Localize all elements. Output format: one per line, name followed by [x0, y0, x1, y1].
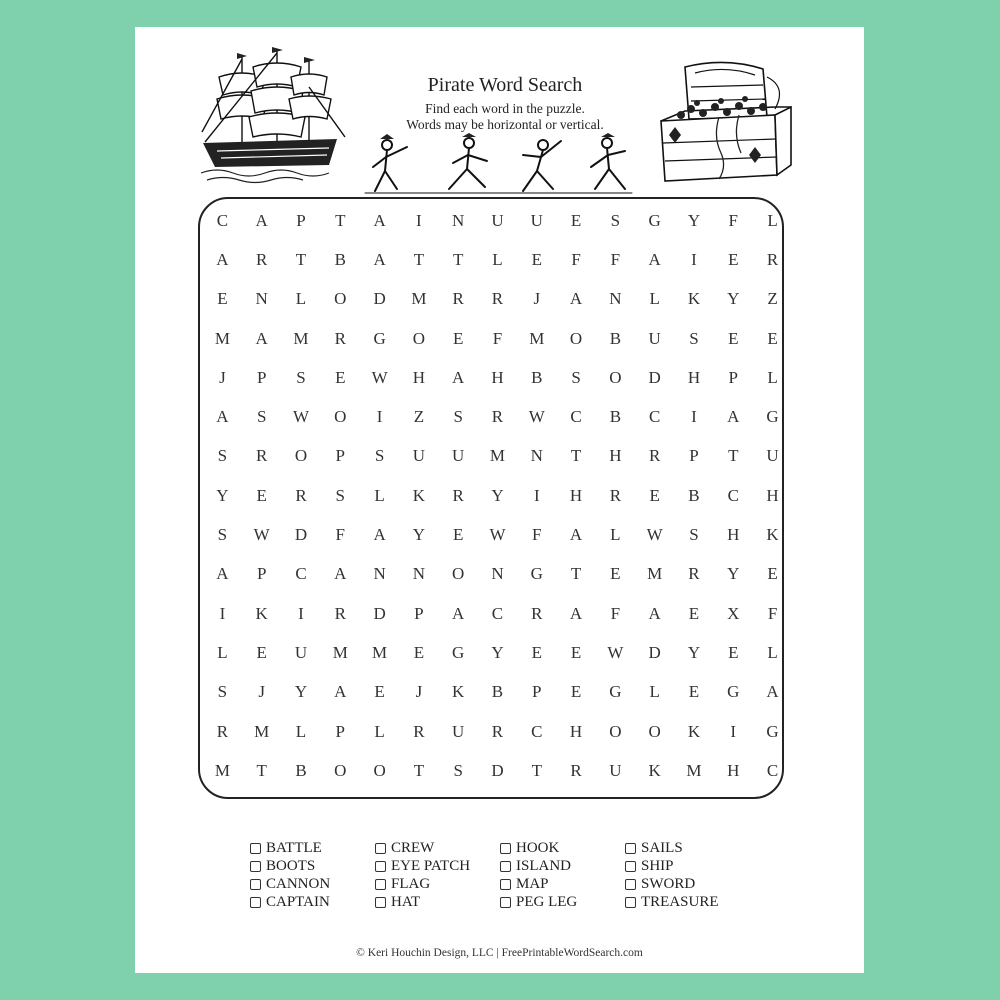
grid-cell: F [728, 210, 739, 230]
grid-cell: B [688, 485, 701, 505]
checkbox-icon[interactable] [500, 879, 511, 890]
grid-cell: A [569, 603, 583, 623]
grid-cell: F [492, 328, 503, 348]
checkbox-icon[interactable] [375, 861, 386, 872]
instructions-line-1: Find each word in the puzzle. [425, 101, 585, 116]
grid-cell: E [452, 525, 464, 545]
grid-cell: A [648, 249, 662, 269]
grid-cell: R [531, 603, 543, 623]
grid-cell: E [413, 642, 425, 662]
checkbox-icon[interactable] [625, 897, 636, 908]
grid-cell: U [648, 328, 662, 348]
grid-cell: I [376, 407, 383, 427]
grid-cell: W [489, 525, 506, 545]
grid-cell: L [374, 485, 386, 505]
grid-cell: I [730, 721, 737, 741]
grid-cell: L [295, 721, 307, 741]
grid-cell: A [255, 328, 269, 348]
grid-cell: O [609, 367, 622, 387]
grid-cell: P [256, 564, 267, 584]
grid-cell: S [453, 760, 464, 780]
grid-cell: F [532, 525, 542, 545]
treasure-chest-icon [655, 57, 795, 187]
grid-cell: T [335, 210, 346, 230]
grid-cell: E [217, 289, 229, 309]
grid-cell: W [253, 525, 271, 545]
grid-cell: Y [412, 525, 426, 545]
grid-cell: Y [687, 642, 701, 662]
grid-cell: R [766, 249, 779, 269]
grid-cell: K [687, 721, 701, 741]
grid-cell: B [531, 367, 543, 387]
grid-cell: Y [727, 289, 740, 309]
grid-cell: F [610, 603, 621, 623]
grid-cell: N [255, 289, 269, 309]
grid-cell: R [295, 485, 308, 505]
grid-cell: M [214, 328, 231, 348]
grid-cell: F [767, 603, 778, 623]
checkbox-icon[interactable] [250, 897, 261, 908]
grid-cell: E [688, 603, 700, 623]
grid-cell: D [294, 525, 308, 545]
grid-cell: M [372, 642, 388, 662]
checkbox-icon[interactable] [375, 879, 386, 890]
grid-cell: M [254, 721, 270, 741]
word-label: SAILS [641, 839, 683, 856]
grid-cell: M [686, 760, 703, 780]
grid-cell: Y [727, 564, 740, 584]
grid-cell: E [728, 642, 739, 662]
grid-cell: S [335, 485, 346, 505]
checkbox-icon[interactable] [500, 897, 511, 908]
checkbox-icon[interactable] [625, 843, 636, 854]
grid-cell: P [414, 603, 425, 623]
word-label: HAT [391, 893, 421, 910]
grid-cell: O [412, 328, 426, 348]
word-label: EYE PATCH [391, 857, 471, 874]
grid-cell: M [293, 328, 310, 348]
grid-cell: C [295, 564, 308, 584]
grid-cell: A [255, 210, 269, 230]
grid-cell: A [373, 249, 387, 269]
grid-cell: E [767, 328, 779, 348]
word-list-item [500, 857, 625, 875]
grid-cell: U [452, 446, 465, 466]
grid-cell: W [528, 407, 546, 427]
grid-cell: R [216, 721, 229, 741]
grid-cell: T [295, 249, 307, 269]
word-list-item [250, 839, 375, 857]
grid-cell: T [570, 446, 582, 466]
grid-cell: K [687, 289, 701, 309]
grid-cell: Y [491, 642, 505, 662]
word-list-item [375, 857, 500, 875]
grid-cell: A [727, 407, 740, 427]
grid-cell: R [491, 289, 504, 309]
grid-cell: H [569, 721, 583, 741]
grid-cell: P [335, 446, 346, 466]
grid-cell: R [256, 249, 268, 269]
grid-cell: L [767, 642, 779, 662]
grid-cell: U [294, 642, 308, 662]
checkbox-icon[interactable] [500, 861, 511, 872]
grid-cell: G [766, 721, 780, 741]
grid-cell: H [727, 525, 740, 545]
grid-cell: M [332, 642, 349, 662]
checkbox-icon[interactable] [250, 843, 261, 854]
word-list-item [625, 857, 750, 875]
grid-cell: L [649, 682, 661, 702]
grid-cell: J [258, 682, 266, 702]
grid-cell: S [296, 367, 307, 387]
word-list-item [625, 839, 750, 857]
grid-cell: Y [491, 485, 505, 505]
grid-cell: R [452, 289, 465, 309]
pirates-icon [357, 133, 637, 197]
grid-cell: R [452, 485, 465, 505]
grid-cell: P [728, 367, 739, 387]
word-list-item [625, 893, 750, 911]
grid-cell: C [216, 210, 229, 230]
grid-cell: T [413, 760, 425, 780]
instructions [345, 101, 665, 133]
grid-cell: L [374, 721, 386, 741]
grid-cell: S [217, 446, 228, 466]
grid-cell: E [374, 682, 386, 702]
grid-cell: A [766, 682, 780, 702]
grid-cell: M [489, 446, 506, 466]
grid-cell: L [649, 289, 661, 309]
grid-cell: A [373, 525, 387, 545]
grid-cell: Y [294, 682, 308, 702]
grid-cell: O [334, 407, 347, 427]
grid-cell: E [570, 642, 582, 662]
grid-cell: I [691, 249, 698, 269]
grid-cell: E [452, 328, 464, 348]
grid-cell: B [491, 682, 504, 702]
grid-cell: B [295, 760, 308, 780]
grid-cell: E [649, 485, 661, 505]
footer-credit: © Keri Houchin Design, LLC | FreePrintableWordSearch.com [356, 947, 643, 959]
grid-cell: G [648, 210, 662, 230]
page-title: Pirate Word Search [427, 74, 583, 96]
grid-cell: C [531, 721, 543, 741]
grid-cell: I [298, 603, 305, 623]
grid-cell: M [529, 328, 545, 348]
grid-cell: E [335, 367, 346, 387]
grid-cell: N [373, 564, 387, 584]
grid-cell: A [334, 682, 347, 702]
grid-cell: Z [413, 407, 425, 427]
grid-cell: F [335, 525, 346, 545]
grid-cell: A [569, 289, 583, 309]
grid-cell: U [530, 210, 544, 230]
grid-cell: O [373, 760, 387, 780]
grid-cell: W [607, 642, 624, 662]
grid-cell: H [569, 485, 583, 505]
grid-cell: U [452, 721, 465, 741]
grid-cell: U [766, 446, 780, 466]
grid-cell: R [491, 721, 504, 741]
grid-cell: G [452, 642, 465, 662]
grid-cell: A [452, 603, 465, 623]
word-label: BOOTS [266, 857, 316, 874]
grid-cell: E [610, 564, 622, 584]
grid-cell: I [691, 407, 698, 427]
word-label: SWORD [641, 875, 696, 892]
grid-cell: C [648, 407, 661, 427]
grid-cell: X [727, 603, 740, 623]
grid-cell: O [569, 328, 583, 348]
grid-cell: U [491, 210, 505, 230]
grid-cell: Z [767, 289, 779, 309]
grid-cell: I [533, 485, 541, 505]
grid-cell: B [609, 328, 622, 348]
grid-cell: O [334, 760, 347, 780]
grid-cell: S [610, 210, 621, 230]
checkbox-icon[interactable] [250, 879, 261, 890]
grid-cell: R [688, 564, 701, 584]
grid-cell: P [256, 367, 267, 387]
grid-cell: E [728, 328, 739, 348]
grid-cell: R [570, 760, 583, 780]
grid-cell: E [531, 642, 543, 662]
grid-cell: E [570, 682, 582, 702]
grid-cell: H [687, 367, 701, 387]
worksheet-page [135, 27, 864, 973]
grid-cell: A [216, 249, 230, 269]
grid-cell: A [216, 407, 230, 427]
grid-cell: C [570, 407, 583, 427]
grid-cell: F [610, 249, 621, 269]
grid-cell: K [412, 485, 426, 505]
grid-cell: C [727, 485, 740, 505]
grid-cell: G [766, 407, 780, 427]
word-list-item [375, 839, 500, 857]
word-list-item [625, 875, 750, 893]
grid-cell: H [766, 485, 780, 505]
word-list-item [250, 875, 375, 893]
grid-cell: S [689, 525, 700, 545]
word-list-item [500, 839, 625, 857]
grid-cell: L [610, 525, 622, 545]
grid-cell: N [412, 564, 426, 584]
grid-cell: T [256, 760, 268, 780]
grid-cell: L [767, 210, 779, 230]
grid-cell: U [412, 446, 426, 466]
grid-cell: B [334, 249, 347, 269]
grid-cell: R [334, 603, 347, 623]
grid-cell: P [689, 446, 700, 466]
grid-cell: E [728, 249, 739, 269]
grid-cell: E [688, 682, 700, 702]
word-list-item [375, 893, 500, 911]
grid-cell: A [373, 210, 387, 230]
word-label: CANNON [266, 875, 331, 892]
grid-cell: R [491, 407, 504, 427]
grid-cell: A [216, 564, 230, 584]
checkbox-icon[interactable] [250, 861, 261, 872]
grid-cell: T [570, 564, 582, 584]
grid-cell: Y [216, 485, 230, 505]
grid-cell: K [452, 682, 465, 702]
grid-cell: R [334, 328, 347, 348]
grid-cell: H [491, 367, 505, 387]
grid-cell: H [412, 367, 426, 387]
checkbox-icon[interactable] [625, 879, 636, 890]
grid-cell: S [374, 446, 385, 466]
grid-cell: S [217, 525, 228, 545]
checkbox-icon[interactable] [375, 843, 386, 854]
word-list-item [250, 857, 375, 875]
grid-cell: R [648, 446, 661, 466]
grid-cell: S [217, 682, 228, 702]
grid-cell: P [532, 682, 542, 702]
word-list-item [375, 875, 500, 893]
grid-cell: E [531, 249, 543, 269]
grid-cell: O [648, 721, 662, 741]
grid-cell: D [491, 760, 505, 780]
grid-cell: O [334, 289, 347, 309]
grid-cell: J [533, 289, 541, 309]
grid-cell: K [766, 525, 780, 545]
grid-cell: L [295, 289, 307, 309]
grid-cell: M [214, 760, 231, 780]
grid-cell: L [767, 367, 779, 387]
grid-cell: G [373, 328, 387, 348]
grid-cell: T [452, 249, 464, 269]
grid-cell: I [219, 603, 226, 623]
grid-cell: H [609, 446, 622, 466]
grid-cell: M [411, 289, 427, 309]
word-label: HOOK [516, 839, 560, 856]
grid-cell: N [452, 210, 465, 230]
grid-cell: W [371, 367, 389, 387]
word-label: ISLAND [516, 857, 571, 874]
grid-cell: K [255, 603, 269, 623]
grid-cell: T [728, 446, 739, 466]
grid-cell: A [452, 367, 465, 387]
word-label: SHIP [641, 857, 674, 874]
grid-cell: Y [687, 210, 701, 230]
grid-cell: S [571, 367, 582, 387]
grid-cell: N [609, 289, 622, 309]
grid-cell: R [256, 446, 268, 466]
grid-cell: E [256, 485, 268, 505]
grid-cell: N [491, 564, 505, 584]
grid-cell: A [334, 564, 347, 584]
word-label: BATTLE [266, 839, 322, 856]
grid-cell: D [648, 642, 662, 662]
grid-cell: M [647, 564, 663, 584]
grid-cell: K [648, 760, 662, 780]
checkbox-icon[interactable] [625, 861, 636, 872]
grid-cell: O [452, 564, 465, 584]
grid-cell: G [727, 682, 740, 702]
grid-cell: E [256, 642, 268, 662]
grid-cell: B [609, 407, 622, 427]
grid-cell: C [766, 760, 779, 780]
grid-cell: L [217, 642, 229, 662]
word-list-item [500, 893, 625, 911]
word-label: MAP [516, 875, 549, 892]
grid-cell: T [531, 760, 543, 780]
grid-cell: N [530, 446, 544, 466]
grid-cell: G [609, 682, 622, 702]
word-label: FLAG [391, 875, 431, 892]
grid-cell: J [219, 367, 227, 387]
grid-cell: O [609, 721, 622, 741]
grid-cell: E [767, 564, 779, 584]
grid-cell: C [491, 603, 504, 623]
word-list-item [250, 893, 375, 911]
grid-cell: T [413, 249, 425, 269]
grid-cell: R [609, 485, 622, 505]
grid-cell: J [415, 682, 423, 702]
grid-cell: L [492, 249, 504, 269]
grid-cell: S [256, 407, 267, 427]
grid-cell: F [571, 249, 582, 269]
grid-cell: I [416, 210, 423, 230]
grid-cell: D [648, 367, 662, 387]
grid-cell: U [609, 760, 622, 780]
grid-cell: A [569, 525, 583, 545]
grid-cell: P [335, 721, 346, 741]
puzzle-grid [203, 201, 792, 790]
checkbox-icon[interactable] [375, 897, 386, 908]
word-list [250, 839, 750, 911]
grid-cell: D [373, 603, 387, 623]
grid-cell: R [413, 721, 426, 741]
word-list-item [500, 875, 625, 893]
word-label: PEG LEG [516, 893, 578, 910]
word-label: CREW [391, 839, 435, 856]
grid-cell: W [646, 525, 664, 545]
word-label: CAPTAIN [266, 893, 330, 910]
instructions-line-2: Words may be horizontal or vertical. [406, 117, 604, 132]
grid-cell: E [570, 210, 582, 230]
grid-cell: H [727, 760, 740, 780]
grid-cell: G [530, 564, 544, 584]
grid-cell: D [373, 289, 387, 309]
grid-cell: P [296, 210, 307, 230]
grid-cell: O [294, 446, 308, 466]
grid-cell: W [292, 407, 310, 427]
grid-cell: S [453, 407, 464, 427]
word-label: TREASURE [641, 893, 719, 910]
checkbox-icon[interactable] [500, 843, 511, 854]
grid-cell: S [689, 328, 700, 348]
grid-cell: A [648, 603, 662, 623]
ship-icon [197, 47, 347, 187]
